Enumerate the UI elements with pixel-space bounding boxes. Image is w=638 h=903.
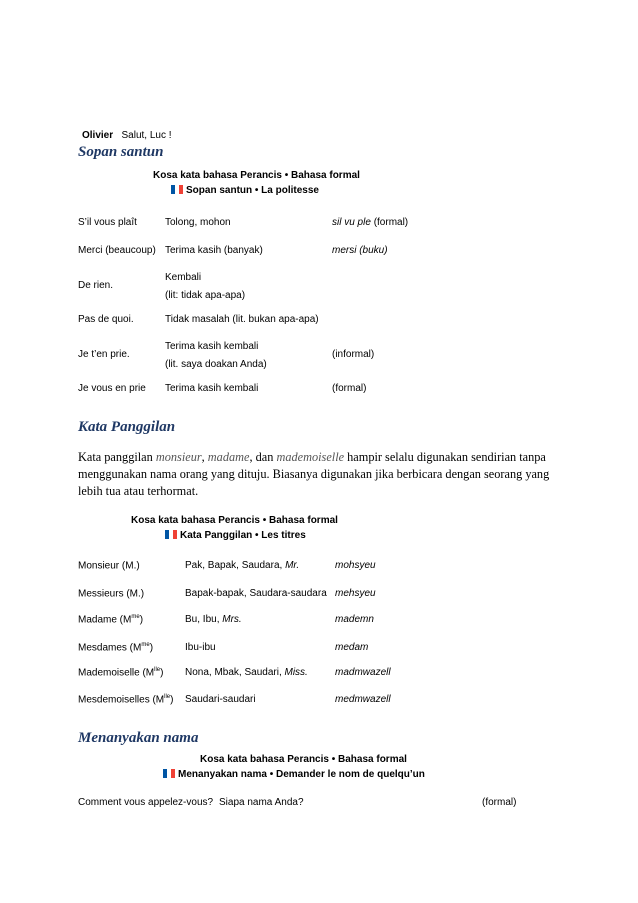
para-term-monsieur: monsieur — [155, 450, 202, 464]
table-cell-id — [185, 560, 299, 571]
meaning-english: Miss. — [284, 667, 308, 678]
pronunciation: sil vu ple — [332, 217, 371, 228]
meaning-text: Bu, Ibu, — [185, 614, 223, 625]
table-cell-id: Tolong, mohon — [165, 217, 231, 228]
table-cell-fr: Je vous en prie — [78, 383, 146, 394]
para-term-mademoiselle: mademoiselle — [276, 450, 345, 464]
title-abbrev-sup: lle — [154, 667, 161, 673]
table-cell-pron — [332, 217, 408, 228]
table-cell-fr: Comment vous appelez-vous? — [78, 797, 214, 808]
kata-panggilan-paragraph — [78, 449, 558, 500]
table-cell-fr: Merci (beaucoup) — [78, 245, 156, 256]
title-text: Mademoiselle (M — [78, 667, 155, 679]
title-abbrev-sup: lle — [164, 694, 171, 700]
table-cell-id — [185, 667, 308, 678]
register-note: (formal) — [482, 797, 517, 808]
pronunciation: medmwazell — [335, 694, 391, 705]
meaning-text: Ibu-ibu — [185, 642, 216, 653]
table-cell-fr: S’il vous plaît — [78, 217, 137, 228]
table-cell-id — [185, 642, 216, 653]
meaning-text: Nona, Mbak, Saudari, — [185, 667, 285, 678]
table-cell-fr — [78, 642, 153, 653]
table-cell-id: Kembali — [165, 272, 202, 283]
title-text: Madame (M — [78, 614, 132, 626]
meaning-text: Bapak-bapak, Saudara-saudara — [185, 588, 327, 599]
table-cell-fr — [78, 694, 174, 705]
table-cell-fr — [78, 667, 164, 678]
table-cell-id-lit: (lit: tidak apa-apa) — [165, 290, 246, 301]
table-cell-pron — [332, 349, 374, 360]
title-abbrev-close: ) — [149, 642, 154, 654]
section2-caption-sub — [165, 530, 306, 541]
para-text-1: Kata panggilan — [78, 450, 156, 464]
table-cell-id: Siapa nama Anda? — [219, 797, 304, 808]
pronunciation: mademn — [335, 614, 374, 625]
section-heading-sopan-santun: Sopan santun — [78, 144, 164, 160]
register-note: (formal) — [332, 383, 367, 394]
para-text-4: hampir selalu digunakan sendirian tanpa menggunakan nama orang yang dituju. Biasanya digunakan jika berbicara dengan seorang yang lebih tua atau terhormat. — [78, 450, 550, 498]
para-text-3: , dan — [249, 450, 277, 464]
table-cell-id: Tidak masalah (lit. bukan apa-apa) — [165, 314, 319, 325]
table-cell-fr: Je t’en prie. — [78, 349, 130, 360]
meaning-text: Pak, Bapak, Saudara, — [185, 560, 286, 571]
section3-caption-sub-text: Menanyakan nama • Demander le nom de quelqu’un — [178, 769, 425, 780]
dialog-speaker: Olivier — [82, 130, 114, 141]
pronunciation: mohsyeu — [335, 560, 376, 571]
para-text-2: , — [201, 450, 208, 464]
section3-caption-main: Kosa kata bahasa Perancis • Bahasa formal — [200, 754, 407, 765]
table-cell-pron — [332, 245, 388, 256]
title-abbrev-sup: me — [141, 642, 150, 648]
table-cell-fr — [78, 588, 144, 599]
table-cell-pron — [332, 383, 366, 394]
meaning-english: Mrs. — [222, 614, 242, 625]
meaning-english: Mr. — [285, 560, 300, 571]
title-abbrev-close: ) — [170, 694, 174, 706]
pronunciation: mersi (buku) — [332, 245, 388, 256]
section2-caption-main: Kosa kata bahasa Perancis • Bahasa formal — [131, 515, 338, 526]
france-flag-icon — [163, 769, 175, 778]
table-cell-id: Terima kasih kembali — [165, 383, 259, 394]
section-heading-kata-panggilan: Kata Panggilan — [78, 419, 176, 435]
section3-caption-sub — [163, 769, 425, 780]
table-cell-fr: Pas de quoi. — [78, 314, 134, 325]
table-cell-id — [185, 588, 327, 599]
register-note: (informal) — [332, 349, 375, 360]
title-text: Mesdemoiselles (M — [78, 694, 165, 706]
section1-caption-sub-text: Sopan santun • La politesse — [186, 185, 319, 196]
table-cell-id — [185, 694, 256, 705]
table-cell-id — [185, 614, 242, 625]
pronunciation: madmwazell — [335, 667, 391, 678]
dialog-line — [82, 130, 172, 141]
title-text: Messieurs (M.) — [78, 588, 145, 600]
title-text: Mesdames (M — [78, 642, 142, 654]
table-cell-id: Terima kasih kembali — [165, 341, 259, 352]
section1-caption-sub — [171, 185, 319, 196]
table-cell-fr — [78, 614, 143, 625]
title-abbrev-close: ) — [160, 667, 164, 679]
france-flag-icon — [171, 185, 183, 194]
title-abbrev-sup: me — [131, 614, 140, 620]
pronunciation: mehsyeu — [335, 588, 376, 599]
section-heading-menanyakan-nama: Menanyakan nama — [78, 730, 199, 746]
table-cell-id: Terima kasih (banyak) — [165, 245, 263, 256]
para-term-madame: madame — [207, 450, 250, 464]
france-flag-icon — [165, 530, 177, 539]
dialog-text: Salut, Luc ! — [121, 130, 172, 141]
table-cell-fr: De rien. — [78, 280, 114, 291]
title-text: Monsieur (M.) — [78, 560, 140, 572]
section1-caption-main: Kosa kata bahasa Perancis • Bahasa formal — [153, 170, 360, 181]
register-note: (formal) — [373, 217, 409, 228]
meaning-text: Saudari-saudari — [185, 694, 256, 705]
table-cell-fr — [78, 560, 140, 571]
pronunciation: medam — [335, 642, 369, 653]
section2-caption-sub-text: Kata Panggilan • Les titres — [180, 530, 306, 541]
title-abbrev-close: ) — [139, 614, 144, 626]
table-cell-id-lit: (lit. saya doakan Anda) — [165, 359, 267, 370]
